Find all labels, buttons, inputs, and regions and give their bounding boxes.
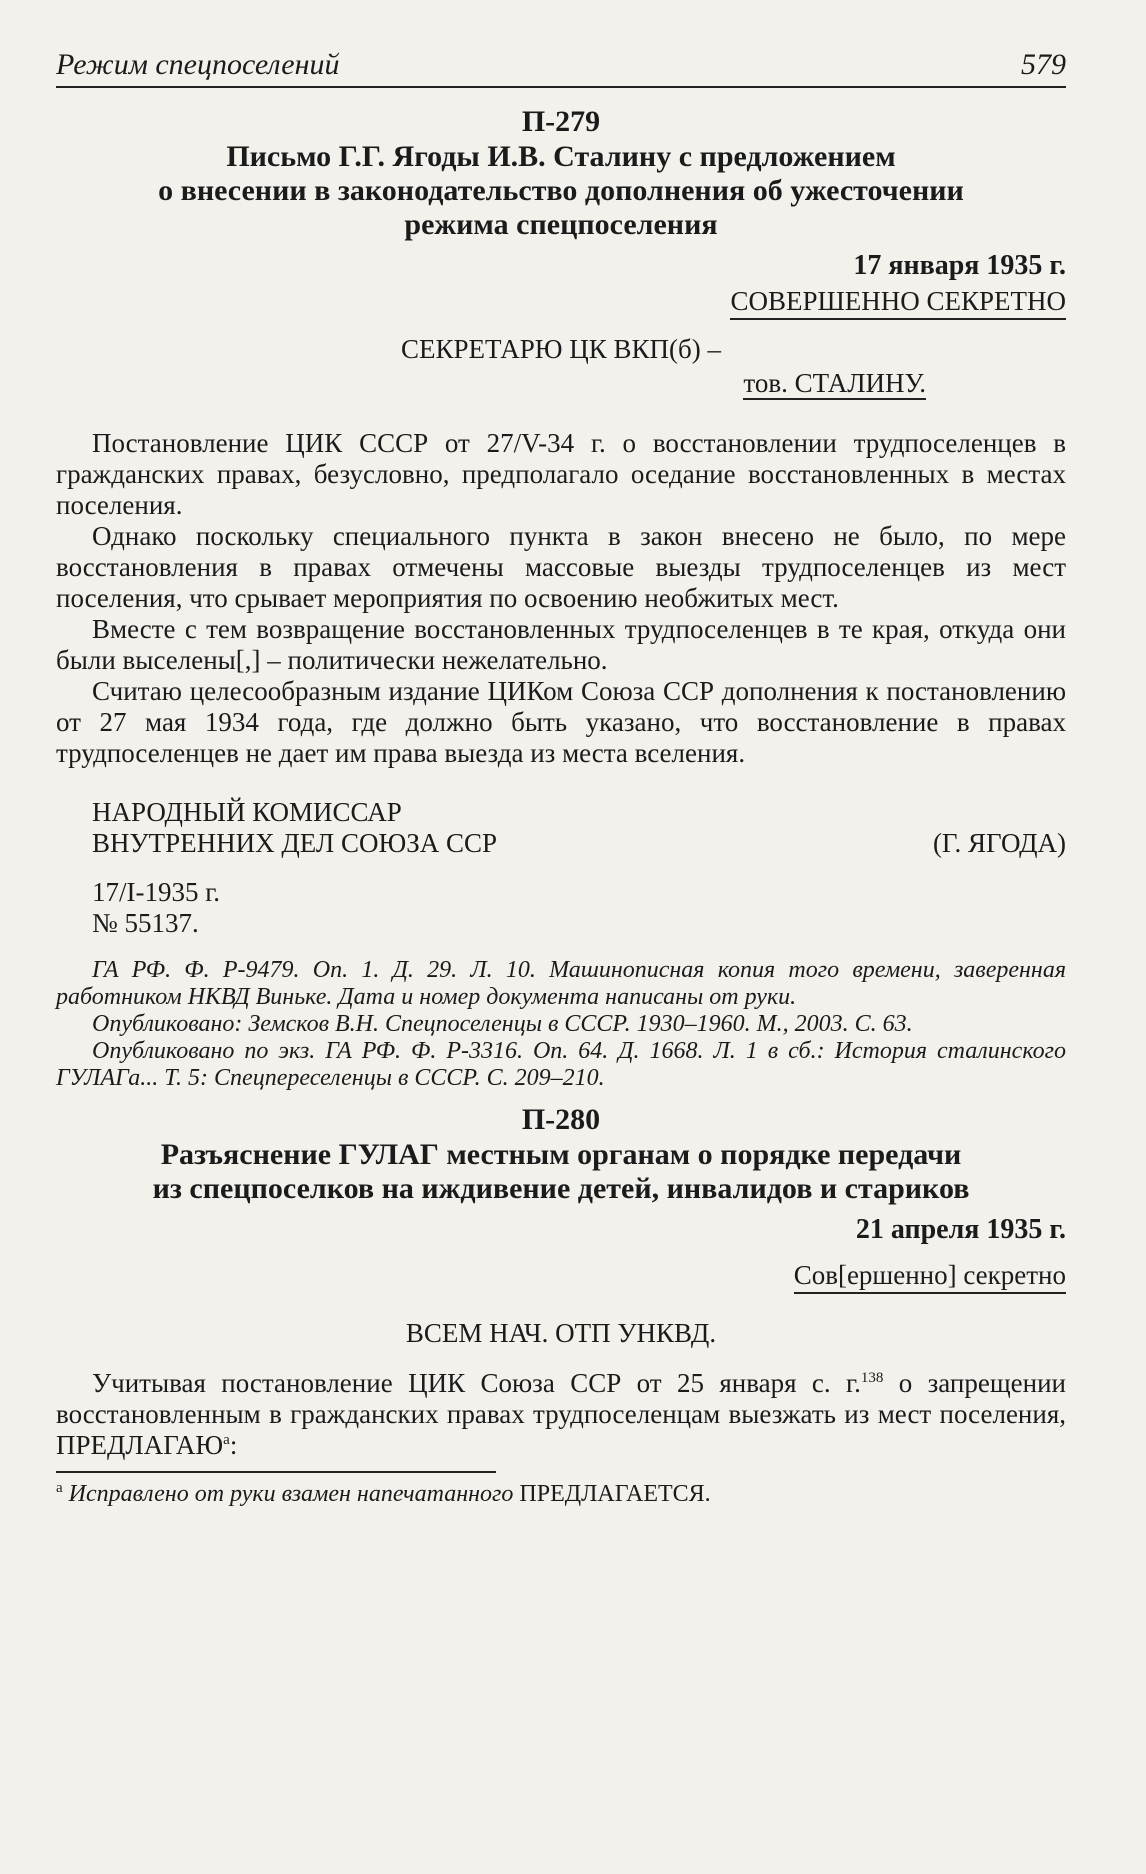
section-title: Режим спецпоселений [56, 48, 340, 81]
footnote-mark: а [56, 1480, 63, 1496]
body-paragraph: Однако поскольку специального пункта в закон внесено не было, по мере восстановления в правах отмечены массовые выезды трудпоселенцев из мест поселения, что срывает мероприятия по освоению необжитых мест. [56, 521, 1066, 613]
body-paragraph [56, 1368, 1066, 1461]
doc-number: П-280 [521, 1103, 601, 1136]
doc-date: 17 января 1935 г. [853, 250, 1066, 281]
body-paragraph: Постановление ЦИК СССР от 27/V-34 г. о восстановлении трудпоселенцев в гражданских правах, безусловно, предполагало оседание восстановленных в местах поселения. [56, 428, 1066, 520]
doc-title [56, 1138, 1066, 1206]
addressee-name [56, 366, 1066, 400]
doc-title-line: Разъяснение ГУЛАГ местным органам о порядке передачи [160, 1138, 962, 1171]
addressee-line: ВСЕМ НАЧ. ОТП УНКВД. [405, 1318, 717, 1348]
footnote-italic-text: Исправлено от руки взамен напечатанного [68, 1481, 514, 1507]
addressee-name-text: тов. СТАЛИНУ. [743, 368, 926, 398]
doc-metadata [56, 877, 1066, 939]
body-paragraph: Считаю целесообразным издание ЦИКом Союза ССР дополнения к постановлению от 27 мая 1934 года, где должно быть указано, что восстановление в правах трудпоселенцев не дает им права выезда из места вселения. [56, 676, 1066, 768]
classification-text: Сов[ершенно] секретно [794, 1260, 1066, 1294]
classification-mark [56, 1258, 1066, 1292]
body-paragraph: Вместе с тем возвращение восстановленных трудпоселенцев в те края, откуда они были выселены[,] – политически нежелательно. [56, 614, 1066, 675]
doc-title-line: о внесении в законодательство дополнения об ужесточении [158, 174, 964, 207]
page-number: 579 [1021, 48, 1066, 81]
doc-date: 21 апреля 1935 г. [855, 1214, 1066, 1245]
document-279 [56, 104, 1066, 1092]
body-text: : [229, 1430, 238, 1460]
doc-reg-number: № 55137. [92, 908, 199, 938]
doc-number: П-279 [521, 105, 601, 138]
signature-title: ВНУТРЕННИХ ДЕЛ СОЮЗА ССР [92, 828, 498, 858]
document-280 [56, 1102, 1066, 1461]
footnote-ref: а [223, 1432, 230, 1448]
doc-reg-date: 17/I-1935 г. [92, 877, 221, 907]
signature-block [56, 797, 1066, 859]
classification-mark [56, 284, 1066, 318]
signature-name: (Г. ЯГОДА) [932, 828, 1066, 858]
doc-title-line: Письмо Г.Г. Ягоды И.В. Сталину с предложением [226, 140, 896, 173]
running-head [56, 48, 1066, 88]
footnote-divider [56, 1471, 496, 1473]
footnote-text: ПРЕДЛАГАЕТСЯ. [513, 1481, 711, 1507]
archive-source: ГА РФ. Ф. Р-9479. Оп. 1. Д. 29. Л. 10. Машинописная копия того времени, заверенная работником НКВД Виньке. Дата и номер документа написаны от руки. [56, 957, 1066, 1010]
footnote [56, 1479, 1066, 1509]
addressee-line: СЕКРЕТАРЮ ЦК ВКП(б) – [401, 334, 721, 364]
endnote-ref: 138 [860, 1370, 884, 1386]
doc-title-line: из спецпоселков на иждивение детей, инвалидов и стариков [152, 1172, 970, 1205]
body-text: Учитывая постановление ЦИК Союза ССР от 25 января с. г. [92, 1368, 861, 1398]
classification-text: СОВЕРШЕННО СЕКРЕТНО [730, 286, 1066, 320]
doc-title [56, 140, 1066, 242]
signature-title: НАРОДНЫЙ КОМИССАР [92, 797, 402, 827]
doc-title-line: режима спецпоселения [404, 208, 718, 241]
publication-source: Опубликовано по экз. ГА РФ. Ф. Р-3316. Оп. 64. Д. 1668. Л. 1 в сб.: История сталинского ГУЛАГа... Т. 5: Спецпереселенцы в СССР. С. 209–210. [56, 1038, 1066, 1091]
body-text: о запрещении восстановленным в гражданских правах трудпоселенцам выезжать из мест поселения, ПРЕДЛАГАЮ [56, 1368, 1066, 1460]
publication-source: Опубликовано: Земсков В.Н. Спецпоселенцы в СССР. 1930–1960. М., 2003. С. 63. [92, 1011, 913, 1037]
